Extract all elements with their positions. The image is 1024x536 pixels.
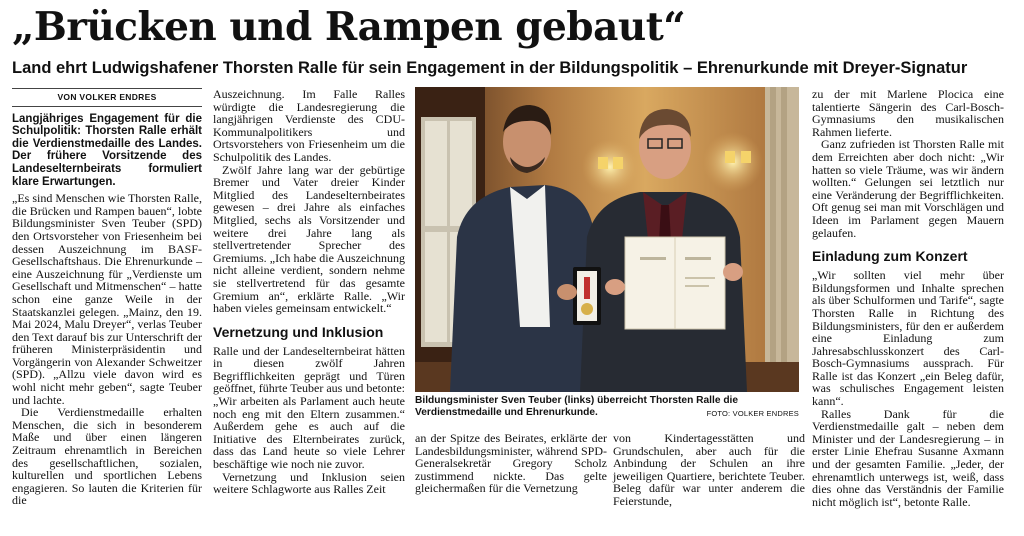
paragraph: an der Spitze des Beirates, erklärte der Landesbildungsminister, während SPD-Generalsekretär Gregory Scholz zustimmend nickte. Das gelte gleichermaßen für die Vernetzung [415,431,607,496]
section-subtitle: Einladung zum Konzert [812,248,968,265]
paragraph: Ganz zufrieden ist Thorsten Ralle mit dem Erreichten aber doch nicht: „Wir hatten so viele Träume, was wir ändern wollten.“ Gelungen sei letztlich nur eine Veränderung der Begrifflichkeiten. Oft genug sei man mit Vorschlägen und Ideen im Parlament gegen Mauern gelaufen. [812,137,1004,240]
paragraph: zu der mit Marlene Plocica eine talentierte Sängerin des Carl-Bosch-Gymnasiums den musikalischen Rahmen lieferte. [812,87,1004,139]
paragraph: Ralle und der Landeselternbeirat hätten in diesen zwölf Jahren Begrifflichkeiten geprägt und Türen geöffnet, führte Teuber aus und betonte: „Wir arbeiten als Parlament auch heute noch eng mit den Eltern zusammen.“ Außerdem gehe es auch auf die Initiative des Elternbeirates zurück, dass das Land heute so viele Lehrer beschäftige wie noch nie zuvor. [213,343,405,472]
paragraph: „Wir sollten viel mehr über Bildungsformen und Inhalte sprechen als über Schulformen und Tarife“, sagte Thorsten Ralle in Richtung des Bildungsministers, für den er außerdem eine Einladung zum Jahresabschlusskonzert des Carl-Bosch-Gymnasiums aussprach. Für Ralle ist das Konzert „ein Beleg dafür, was schulisches Engagement leisten kann“. [812,268,1004,409]
paragraph: „Es sind Menschen wie Thorsten Ralle, die Brücken und Rampen bauen“, lobte Bildungsminister Sven Teuber (SPD) den Ortsvorsteher von Friesenheim bei dessen Auszeichnung im BASF-Gesellschaftshaus. Die Ehrenurkunde – eine Auszeichnung für „Verdienste um Gesellschaft und Mitmenschen“ – hatte schon eine ganze Weile in der Staatskanzlei gelegen. „Mainz, den 19. Mai 2024, Malu Dreyer“, verlas Teuber den Text darauf bis zur Unterschrift der früheren Ministerpräsidentin und Vorgängerin von Alexander Schweitzer (SPD). „Allzu viele davon wird es wohl nicht mehr geben“, sagte Teuber und lachte. [12,191,202,407]
paragraph: von Kindertagesstätten und Grundschulen, aber auch für die Anbindung der Schulen an ihre jeweiligen Quartiere, berichtete Teuber. Beleg dafür war unter anderem die Feierstunde, [613,431,805,508]
caption-text: Bildungsminister Sven Teuber (links) überreicht Thorsten Ralle die Verdienstmedaille und Ehrenurkunde. [415,395,739,418]
photo-illustration [415,87,799,392]
article-lead: Langjähriges Engagement für die Schulpolitik: Thorsten Ralle erhält die Verdienstmedaille des Landes. Der frühere Vorsitzende des Landeselternbeirats formuliert klare Erwartungen. [12,112,202,188]
article-photo [415,87,799,392]
article-column-3 [415,432,607,495]
article-column-4 [613,432,805,508]
article-column-5 [812,88,1004,508]
paragraph: Vernetzung und Inklusion seien weitere Schlagworte aus Ralles Zeit [213,469,405,497]
article-column-1 [12,88,202,507]
paragraph: Ralles Dank für die Verdienstmedaille galt – neben dem Minister und der Landesregierung – in erster Linie Ehefrau Susanne Axmann und der gesamten Familie. „Jeder, der ehrenamtlich unterwegs ist, weiß, dass dies ohne das Verständnis der Familie nicht möglich ist“, betonte Ralle. [812,406,1004,509]
section-subtitle: Vernetzung und Inklusion [213,323,384,340]
article-column-2 [213,88,405,496]
paragraph: Auszeichnung. Im Falle Ralles würdigte die Landesregierung die langjährigen Verdienste des CDU-Kommunalpolitikers und Ortsvorstehers von Friesenheim um die Schulpolitik des Landes. [213,87,405,164]
article-headline: „Brücken und Rampen gebaut“ [12,4,686,50]
paragraph: Zwölf Jahre lang war der gebürtige Bremer und Vater dreier Kinder Mitglied des Landeselternbeirates gewesen – drei Jahre als einfaches Mitglied, sechs als Vorsitzender und weitere drei Jahre lang als stellvertretender Sprecher des Gremiums. „Ich habe die Auszeichnung nicht alleine verdient, sondern nehme sie stellvertretend für das gesamte Gremium an“, erklärte Ralle. „Wir haben vieles gemeinsam entwickelt.“ [213,162,405,316]
article-subheadline: Land ehrt Ludwigshafener Thorsten Ralle für sein Engagement in der Bildungspolitik – Ehrenurkunde mit Dreyer-Signatur [12,59,968,77]
author-byline: VON VOLKER ENDRES [12,88,202,107]
photo-caption [415,395,801,419]
paragraph: Die Verdienstmedaille erhalten Menschen, die sich in besonderem Maße und über einen längeren Zeitraum ehrenamtlich in Bereichen des gesellschaftlichen, sozialen, kulturellen und sportlichen Lebens engagieren. So lauten die Kriterien für die [12,405,202,508]
photo-credit: FOTO: VOLKER ENDRES [706,409,799,418]
